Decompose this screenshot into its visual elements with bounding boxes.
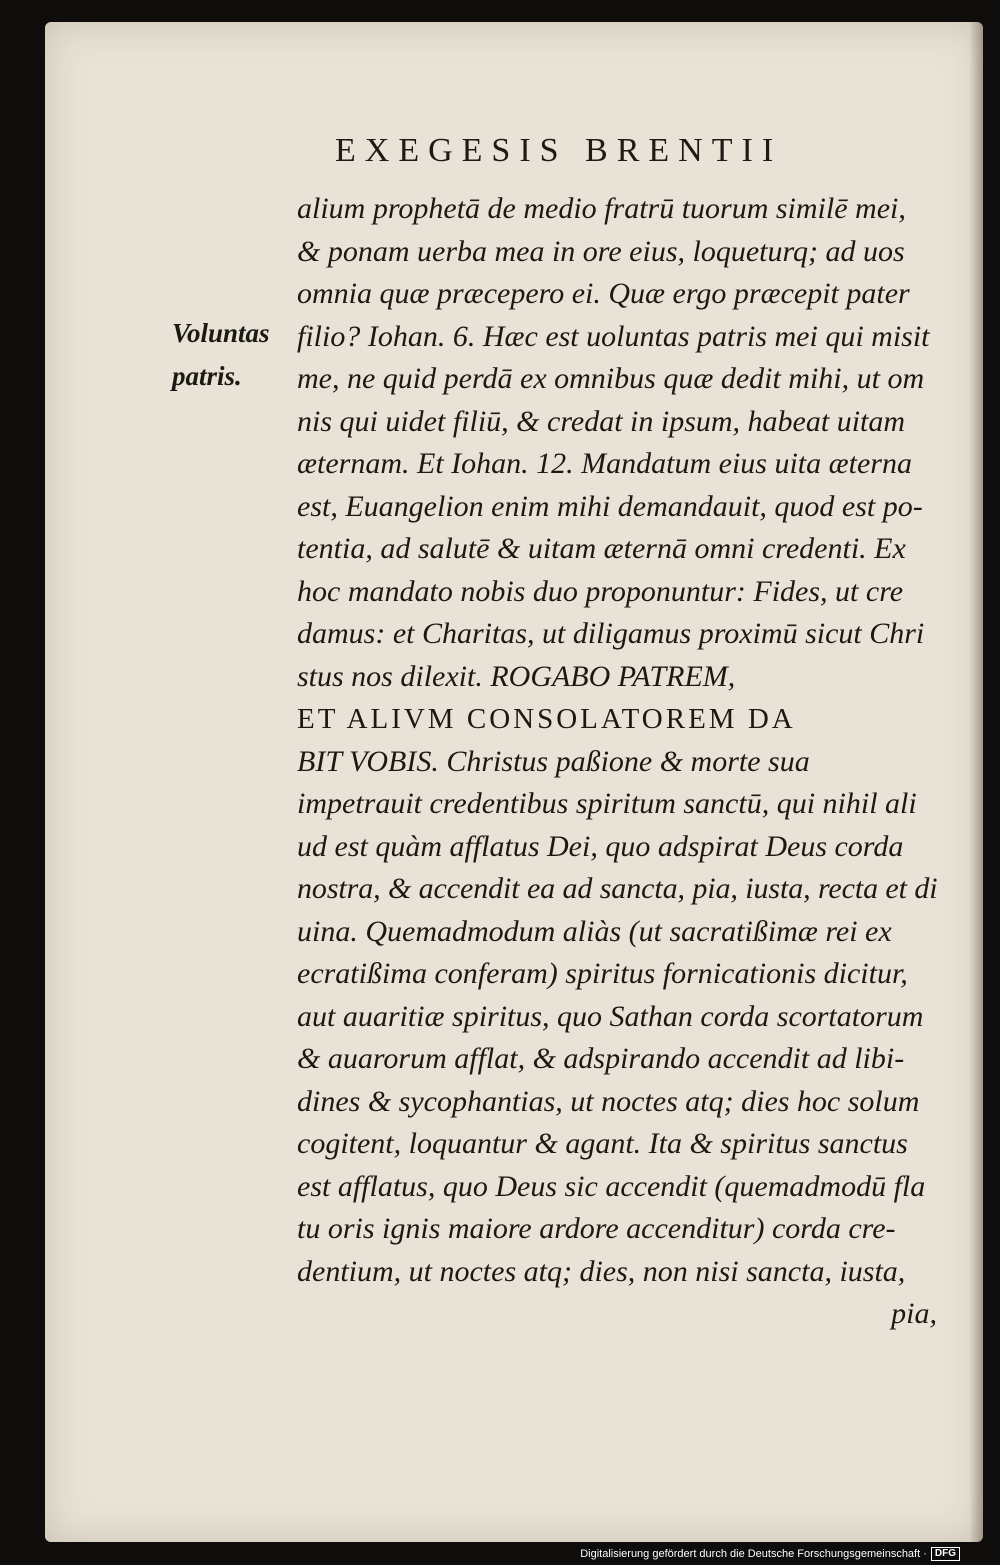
- text-line: ET ALIVM CONSOLATOREM DA: [297, 703, 796, 735]
- running-head: EXEGESIS BRENTII: [335, 132, 783, 169]
- marginal-note-line: patris.: [172, 361, 242, 391]
- text-line: me, ne quid perdā ex omnibus quæ dedit mihi, ut om: [297, 362, 925, 395]
- body-text: [297, 188, 937, 1336]
- text-line: æternam. Et Iohan. 12. Mandatum eius uita æterna: [297, 447, 912, 480]
- text-line: cogitent, loquantur & agant. Ita & spiritus sanctus: [297, 1127, 908, 1160]
- text-line: est afflatus, quo Deus sic accendit (quemadmodū fla: [297, 1169, 926, 1203]
- text-line: & auarorum afflat, & adspirando accendit ad libi-: [297, 1042, 905, 1075]
- book-page: [45, 22, 983, 1542]
- text-line: dines & sycophantias, ut noctes atq; dies hoc solum: [297, 1084, 920, 1118]
- text-line: tentia, ad salutē & uitam æternā omni credenti. Ex: [297, 532, 906, 565]
- text-line: tu oris ignis maiore ardore accenditur) corda cre-: [297, 1212, 896, 1245]
- text-line: est, Euangelion enim mihi demandauit, quod est po-: [297, 489, 923, 523]
- marginal-note-line: Voluntas: [172, 318, 270, 348]
- text-line: filio? Iohan. 6. Hæc est uoluntas patris mei qui misit: [297, 319, 930, 353]
- text-line: aut auaritiæ spiritus, quo Sathan corda scortatorum: [297, 999, 924, 1033]
- text-line: alium prophetā de medio fratrū tuorum similē mei,: [297, 192, 906, 225]
- text-line: impetrauit credentibus spiritum sanctū, qui nihil ali: [297, 787, 917, 820]
- text-line: & ponam uerba mea in ore eius, loqueturq; ad uos: [297, 234, 905, 268]
- text-line: nostra, & accendit ea ad sancta, pia, iusta, recta et di: [297, 872, 937, 905]
- text-line: nis qui uidet filiū, & credat in ipsum, habeat uitam: [297, 404, 906, 438]
- text-line: BIT VOBIS. Christus paßione & morte sua: [297, 744, 810, 778]
- dfg-logo-icon: DFG: [931, 1547, 960, 1561]
- marginal-note: [172, 312, 292, 398]
- digitization-credit: [580, 1547, 960, 1561]
- text-line: hoc mandato nobis duo proponuntur: Fides, ut cre: [297, 574, 904, 608]
- text-line: omnia quæ præcepero ei. Quæ ergo præcepit pater: [297, 277, 910, 310]
- text-line: dentium, ut noctes atq; dies, non nisi sancta, iusta,: [297, 1254, 906, 1288]
- text-line: ud est quàm afflatus Dei, quo adspirat Deus corda: [297, 829, 904, 863]
- text-line: uina. Quemadmodum aliàs (ut sacratißimæ rei ex: [297, 914, 892, 948]
- credit-text: Digitalisierung gefördert durch die Deutsche Forschungsgemeinschaft ·: [580, 1547, 927, 1560]
- text-line: ecratißima conferam) spiritus fornicationis dicitur,: [297, 957, 908, 990]
- text-line: stus nos dilexit. ROGABO PATREM,: [297, 659, 736, 693]
- text-line: damus: et Charitas, ut diligamus proximū sicut Chri: [297, 617, 925, 650]
- text-line: pia,: [891, 1297, 937, 1330]
